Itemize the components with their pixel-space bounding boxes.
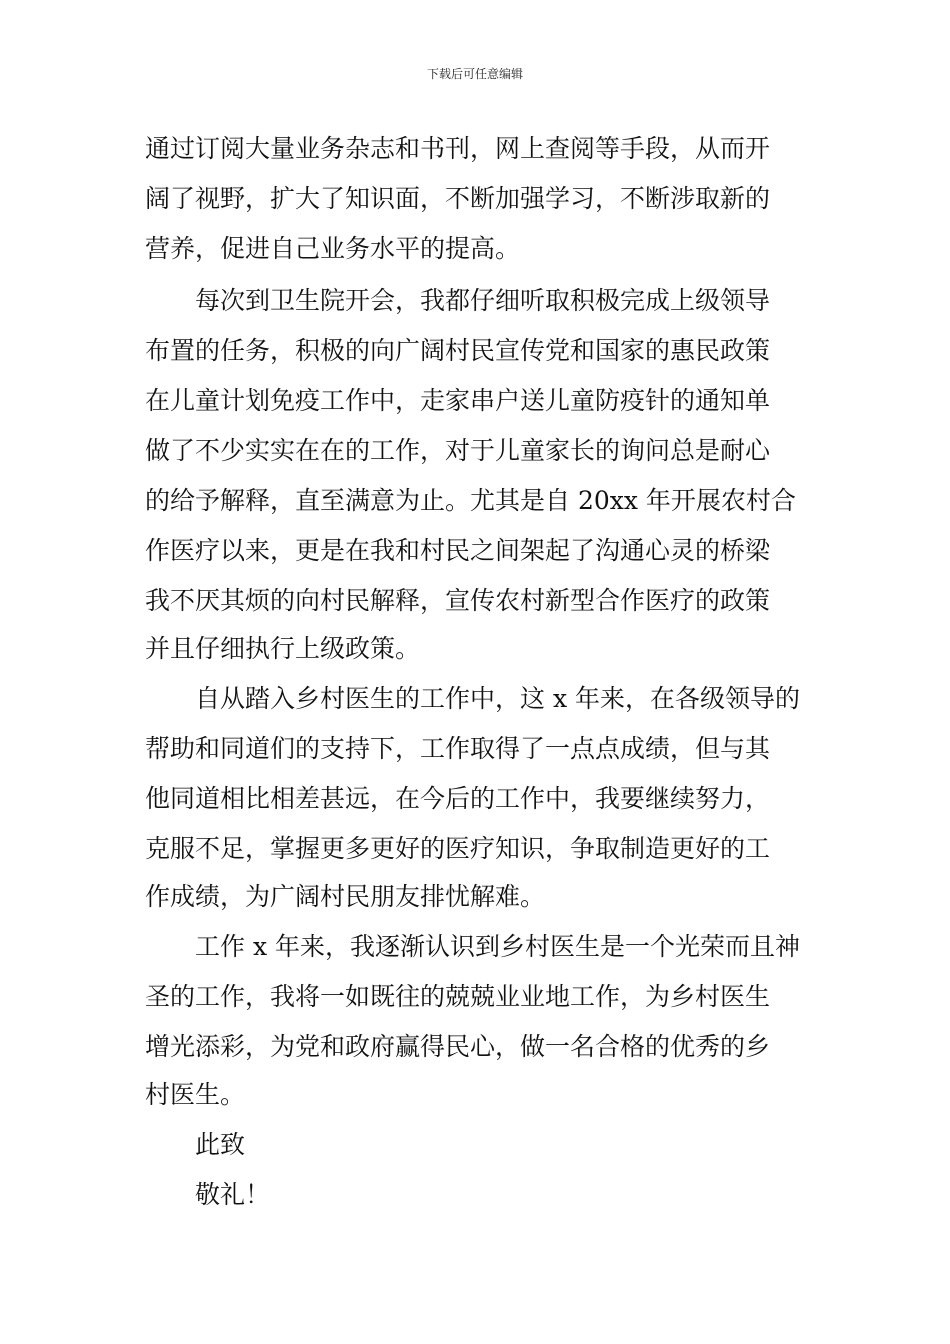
- closing-salutation: 此致: [195, 1130, 246, 1159]
- body-line: 在儿童计划免疫工作中，走家串户送儿童防疫针的通知单: [145, 386, 771, 415]
- body-line: 阔了视野，扩大了知识面，不断加强学习，不断涉取新的: [145, 184, 771, 213]
- body-line: 布置的任务，积极的向广阔村民宣传党和国家的惠民政策: [145, 336, 771, 365]
- body-line: 的给予解释，直至满意为止。尤其是自 20xx 年开展农村合: [145, 486, 796, 515]
- body-line: 并且仔细执行上级政策。: [145, 634, 421, 663]
- body-line: 作成绩，为广阔村民朋友排忧解难。: [145, 882, 546, 911]
- body-line: 做了不少实实在在的工作，对于儿童家长的询问总是耐心: [145, 436, 771, 465]
- body-line: 营养，促进自己业务水平的提高。: [145, 234, 521, 263]
- body-line: 工作 x 年来，我逐渐认识到乡村医生是一个光荣而且神: [195, 932, 800, 961]
- body-line: 我不厌其烦的向村民解释，宣传农村新型合作医疗的政策: [145, 586, 771, 615]
- body-line: 通过订阅大量业务杂志和书刊，网上查阅等手段，从而开: [145, 134, 771, 163]
- header-note: 下载后可任意编辑: [426, 67, 523, 81]
- body-line: 圣的工作，我将一如既往的兢兢业业地工作，为乡村医生: [145, 982, 771, 1011]
- closing-regards: 敬礼！: [195, 1180, 271, 1209]
- body-line: 作医疗以来，更是在我和村民之间架起了沟通心灵的桥梁: [145, 536, 771, 565]
- body-line: 他同道相比相差甚远，在今后的工作中，我要继续努力，: [145, 784, 771, 813]
- body-line: 克服不足，掌握更多更好的医疗知识，争取制造更好的工: [145, 834, 771, 863]
- body-line: 帮助和同道们的支持下，工作取得了一点点成绩，但与其: [145, 734, 771, 763]
- body-line: 自从踏入乡村医生的工作中，这 x 年来，在各级领导的: [195, 684, 800, 713]
- body-line: 每次到卫生院开会，我都仔细听取积极完成上级领导: [195, 286, 771, 315]
- body-line: 村医生。: [145, 1080, 246, 1109]
- body-line: 增光添彩，为党和政府赢得民心，做一名合格的优秀的乡: [145, 1032, 771, 1061]
